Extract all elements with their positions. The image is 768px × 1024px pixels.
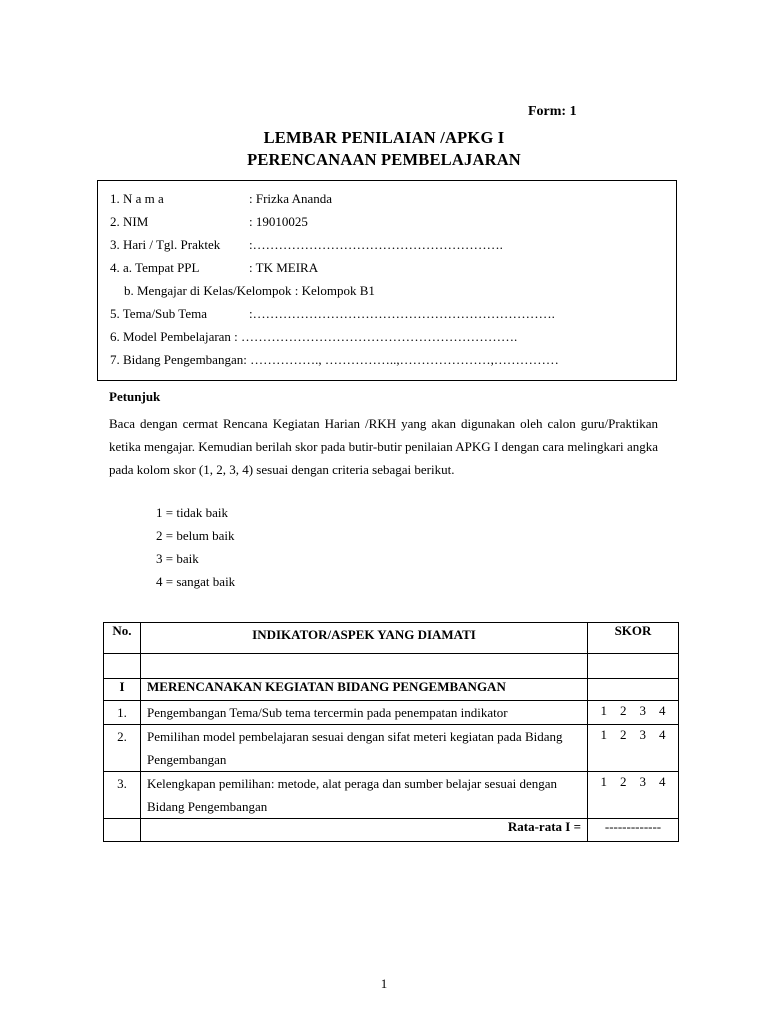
tempat-label: 4. a. Tempat PPL xyxy=(110,260,200,275)
score-option[interactable]: 1 xyxy=(600,727,607,742)
header-skor: SKOR xyxy=(588,623,679,654)
header-no: No. xyxy=(104,623,141,654)
bidang-line: 7. Bidang Pengembangan: ……………., ……………..,…………………,…………… xyxy=(110,352,559,367)
section-title: MERENCANAKAN KEGIATAN BIDANG PENGEMBANGAN xyxy=(141,679,588,701)
rata-value: ------------- xyxy=(588,819,679,842)
criteria-item: 2 = belum baik xyxy=(156,528,235,543)
row-no: 3. xyxy=(104,772,141,819)
nama-value: : Frizka Ananda xyxy=(249,191,333,206)
criteria-item: 1 = tidak baik xyxy=(156,505,228,520)
petunjuk-heading: Petunjuk xyxy=(109,389,161,404)
assessment-table xyxy=(103,622,679,842)
row-score xyxy=(588,725,679,772)
table-row xyxy=(104,772,679,819)
petunjuk-text: Baca dengan cermat Rencana Kegiatan Harian /RKH yang akan digunakan oleh calon guru/Praktikan ketika mengajar. Kemudian berilah skor pada butir-butir penilaian APKG I dengan cara melingkari angka pada kolom skor (1, 2, 3, 4) sesuai dengan criteria sebagai berikut. xyxy=(109,416,658,477)
table-row xyxy=(104,701,679,725)
nim-label: 2. NIM xyxy=(110,214,149,229)
score-option[interactable]: 3 xyxy=(639,703,646,718)
table-row-empty xyxy=(104,654,679,679)
score-option[interactable]: 4 xyxy=(659,727,666,742)
table-section-row xyxy=(104,679,679,701)
criteria-item: 3 = baik xyxy=(156,551,199,566)
nim-value: : 19010025 xyxy=(249,214,308,229)
score-option[interactable]: 4 xyxy=(659,703,666,718)
nama-label: 1. N a m a xyxy=(110,191,164,206)
hari-label: 3. Hari / Tgl. Praktek xyxy=(110,237,221,252)
tema-value: :……………………………………………………………. xyxy=(249,306,555,321)
model-line: 6. Model Pembelajaran : ………………………………………………………. xyxy=(110,329,518,344)
tema-label: 5. Tema/Sub Tema xyxy=(110,306,207,321)
table-rata-row xyxy=(104,819,679,842)
row-indicator: Kelengkapan pemilihan: metode, alat peraga dan sumber belajar sesuai dengan Bidang Pengembangan xyxy=(141,772,588,819)
score-option[interactable]: 2 xyxy=(620,703,627,718)
identity-box xyxy=(97,180,677,381)
header-indikator: INDIKATOR/ASPEK YANG DIAMATI xyxy=(141,623,588,654)
page-title: LEMBAR PENILAIAN /APKG I xyxy=(263,128,505,147)
score-option[interactable]: 2 xyxy=(620,727,627,742)
score-option[interactable]: 4 xyxy=(659,774,666,789)
rata-label: Rata-rata I = xyxy=(141,819,588,842)
row-score xyxy=(588,772,679,819)
kelas-line: b. Mengajar di Kelas/Kelompok : Kelompok B1 xyxy=(124,283,375,298)
row-no: 1. xyxy=(104,701,141,725)
tempat-value: : TK MEIRA xyxy=(249,260,319,275)
row-no: 2. xyxy=(104,725,141,772)
page-number: 1 xyxy=(380,976,388,991)
score-option[interactable]: 3 xyxy=(639,727,646,742)
page-subtitle: PERENCANAAN PEMBELAJARAN xyxy=(247,150,521,169)
hari-value: :…………………………………………………. xyxy=(249,237,503,252)
row-indicator: Pengembangan Tema/Sub tema tercermin pada penempatan indikator xyxy=(141,701,588,725)
score-option[interactable]: 3 xyxy=(639,774,646,789)
row-score xyxy=(588,701,679,725)
score-option[interactable]: 1 xyxy=(600,774,607,789)
row-indicator: Pemilihan model pembelajaran sesuai dengan sifat meteri kegiatan pada Bidang Pengembangan xyxy=(141,725,588,772)
table-row xyxy=(104,725,679,772)
table-header-row xyxy=(104,623,679,654)
section-no: I xyxy=(104,679,141,701)
criteria-item: 4 = sangat baik xyxy=(156,574,236,589)
score-option[interactable]: 2 xyxy=(620,774,627,789)
form-number: Form: 1 xyxy=(528,104,577,119)
score-option[interactable]: 1 xyxy=(600,703,607,718)
